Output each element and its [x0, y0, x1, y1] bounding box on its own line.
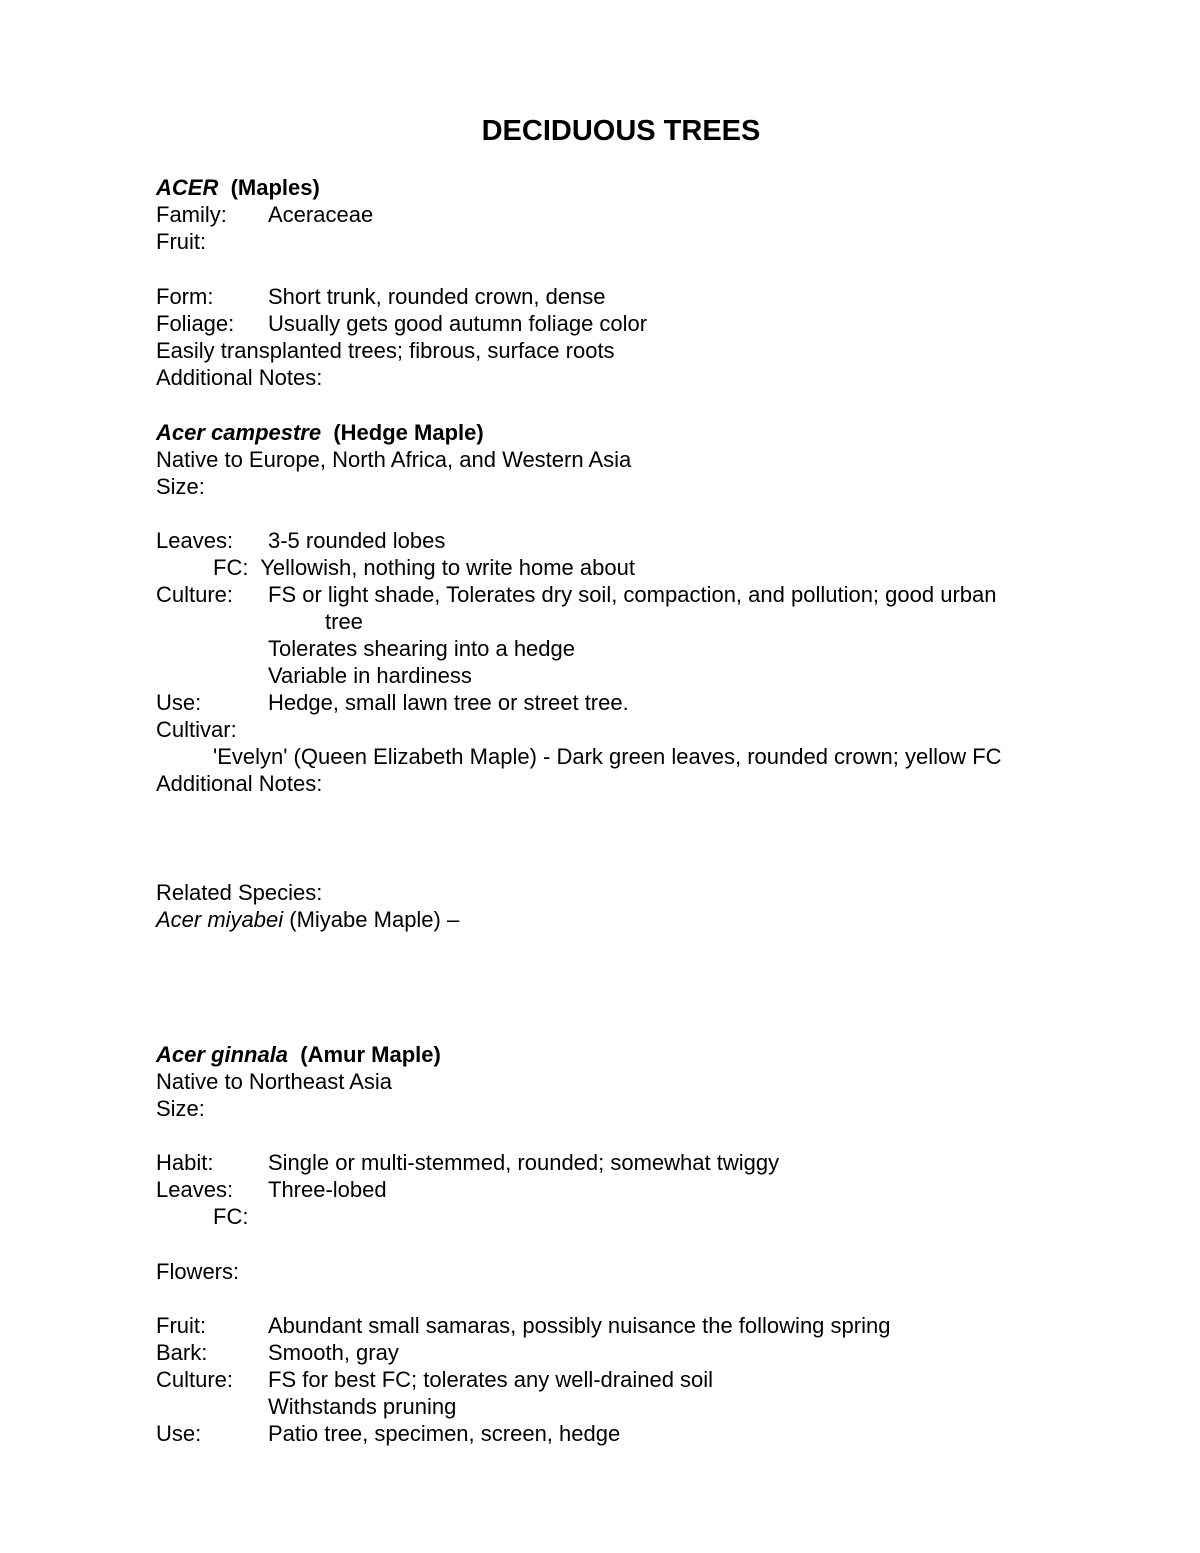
- genus-form-label: Form:: [156, 284, 214, 309]
- genus-fruit-label: Fruit:: [156, 229, 207, 254]
- genus-foliage-label: Foliage:: [156, 311, 235, 336]
- campestre-culture-line3: Variable in hardiness: [268, 663, 472, 688]
- ginnala-size-label: Size:: [156, 1096, 205, 1121]
- ginnala-sci-name: Acer ginnala: [156, 1042, 289, 1067]
- campestre-culture-value: FS or light shade, Tolerates dry soil, compaction, and pollution; good urban: [268, 582, 997, 607]
- ginnala-heading: [156, 1041, 441, 1068]
- page-title: DECIDUOUS TREES: [481, 115, 761, 147]
- related-species-line: [156, 906, 459, 933]
- campestre-use-value: Hedge, small lawn tree or street tree.: [268, 690, 629, 715]
- ginnala-fruit-label: Fruit:: [156, 1313, 207, 1338]
- campestre-culture-line2: Tolerates shearing into a hedge: [268, 636, 575, 661]
- ginnala-culture-line2: Withstands pruning: [268, 1394, 457, 1419]
- ginnala-leaves-label: Leaves:: [156, 1177, 234, 1202]
- campestre-cultivar-label: Cultivar:: [156, 717, 237, 742]
- ginnala-fc-label: FC:: [213, 1204, 249, 1229]
- related-species-sci-name: Acer miyabei: [156, 907, 284, 932]
- campestre-native: Native to Europe, North Africa, and Western Asia: [156, 447, 632, 472]
- campestre-common-name: (Hedge Maple): [333, 420, 484, 445]
- campestre-culture-wrap: tree: [325, 609, 363, 634]
- ginnala-culture-label: Culture:: [156, 1367, 234, 1392]
- genus-transplant-text: Easily transplanted trees; fibrous, surface roots: [156, 338, 615, 363]
- ginnala-leaves-value: Three-lobed: [268, 1177, 387, 1202]
- campestre-use-label: Use:: [156, 690, 202, 715]
- ginnala-native: Native to Northeast Asia: [156, 1069, 393, 1094]
- ginnala-flowers-label: Flowers:: [156, 1259, 240, 1284]
- genus-notes-label: Additional Notes:: [156, 365, 323, 390]
- genus-foliage-value: Usually gets good autumn foliage color: [268, 311, 648, 336]
- campestre-fc-value: Yellowish, nothing to write home about: [260, 555, 635, 580]
- campestre-fc-line: [213, 554, 635, 581]
- genus-form-value: Short trunk, rounded crown, dense: [268, 284, 606, 309]
- ginnala-habit-value: Single or multi-stemmed, rounded; somewhat twiggy: [268, 1150, 780, 1175]
- related-species-common: (Miyabe Maple) –: [283, 907, 460, 932]
- ginnala-habit-label: Habit:: [156, 1150, 214, 1175]
- ginnala-culture-value: FS for best FC; tolerates any well-drained soil: [268, 1367, 714, 1392]
- ginnala-bark-label: Bark:: [156, 1340, 208, 1365]
- campestre-sci-name: Acer campestre: [156, 420, 322, 445]
- campestre-fc-label: FC:: [213, 555, 249, 580]
- campestre-leaves-value: 3-5 rounded lobes: [268, 528, 446, 553]
- ginnala-common-name: (Amur Maple): [300, 1042, 441, 1067]
- campestre-culture-label: Culture:: [156, 582, 234, 607]
- genus-heading: [156, 174, 320, 201]
- ginnala-bark-value: Smooth, gray: [268, 1340, 399, 1365]
- genus-common-name: (Maples): [230, 175, 320, 200]
- genus-family-label: Family:: [156, 202, 227, 227]
- campestre-leaves-label: Leaves:: [156, 528, 234, 553]
- ginnala-use-value: Patio tree, specimen, screen, hedge: [268, 1421, 621, 1446]
- ginnala-use-label: Use:: [156, 1421, 202, 1446]
- related-species-label: Related Species:: [156, 880, 323, 905]
- campestre-size-label: Size:: [156, 474, 205, 499]
- campestre-heading: [156, 419, 484, 446]
- campestre-notes-label: Additional Notes:: [156, 771, 323, 796]
- genus-sci-name: ACER: [156, 175, 219, 200]
- genus-family-value: Aceraceae: [268, 202, 374, 227]
- ginnala-fruit-value: Abundant small samaras, possibly nuisance the following spring: [268, 1313, 891, 1338]
- campestre-cultivar-value: 'Evelyn' (Queen Elizabeth Maple) - Dark green leaves, rounded crown; yellow FC: [213, 744, 1002, 769]
